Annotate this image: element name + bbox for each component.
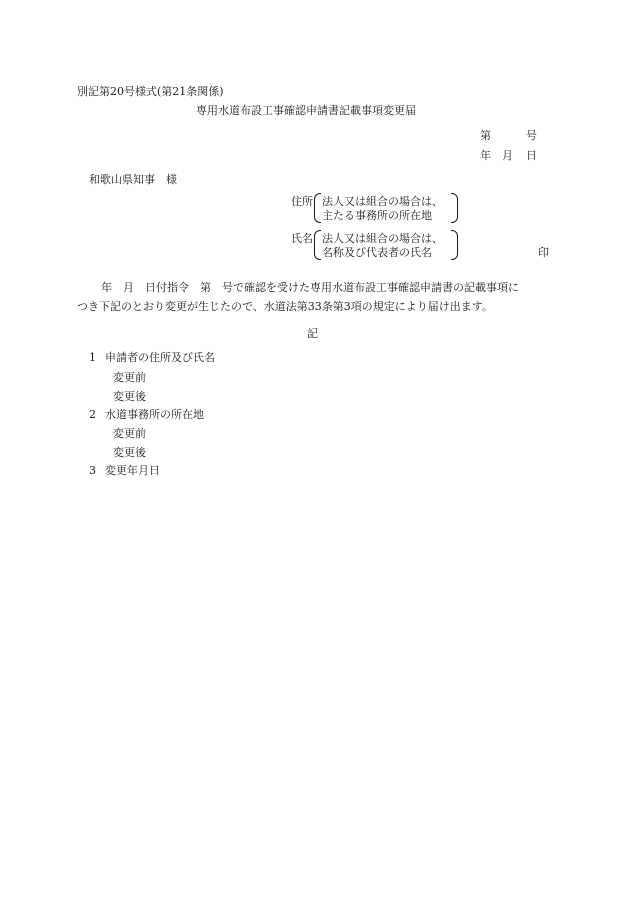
name-label: 氏名 [291, 232, 313, 245]
address-note-line2: 主たる事務所の所在地 [322, 209, 432, 222]
item-1-number: 1 [89, 351, 96, 364]
item-2-after: 変更後 [113, 446, 146, 459]
address-note-line1: 法人又は組合の場合は、 [322, 195, 443, 208]
date-year: 年 [480, 149, 491, 162]
date-month: 月 [502, 149, 513, 162]
number-dai: 第 [480, 129, 491, 142]
addressee: 和歌山県知事 様 [89, 173, 177, 186]
address-bracket-left [314, 193, 321, 223]
item-1-after: 変更後 [113, 390, 146, 403]
item-1-before: 変更前 [113, 371, 146, 384]
page-title: 専用水道布設工事確認申請書記載事項変更届 [196, 104, 416, 117]
item-3-label: 変更年月日 [105, 464, 160, 477]
item-1-label: 申請者の住所及び氏名 [105, 351, 215, 364]
name-note-line1: 法人又は組合の場合は、 [322, 232, 443, 245]
name-bracket-right [451, 230, 458, 260]
item-2-label: 水道事務所の所在地 [105, 408, 204, 421]
ki-heading: 記 [307, 327, 318, 340]
body-line-1: 年 月 日付指令 第 号で確認を受けた専用水道布設工事確認申請書の記載事項に [101, 281, 519, 294]
name-bracket-left [314, 230, 321, 260]
date-day: 日 [526, 149, 537, 162]
name-note-line2: 名称及び代表者の氏名 [322, 246, 432, 259]
number-go: 号 [526, 129, 537, 142]
item-2-number: 2 [89, 408, 96, 421]
body-line-2: つき下記のとおり変更が生じたので、水道法第33条第3項の規定により届け出ます。 [77, 300, 493, 313]
form-label: 別記第20号様式(第21条関係) [77, 85, 224, 98]
address-label: 住所 [291, 195, 313, 208]
seal-mark: 印 [538, 246, 549, 259]
item-2-before: 変更前 [113, 427, 146, 440]
item-3-number: 3 [89, 464, 96, 477]
address-bracket-right [451, 193, 458, 223]
